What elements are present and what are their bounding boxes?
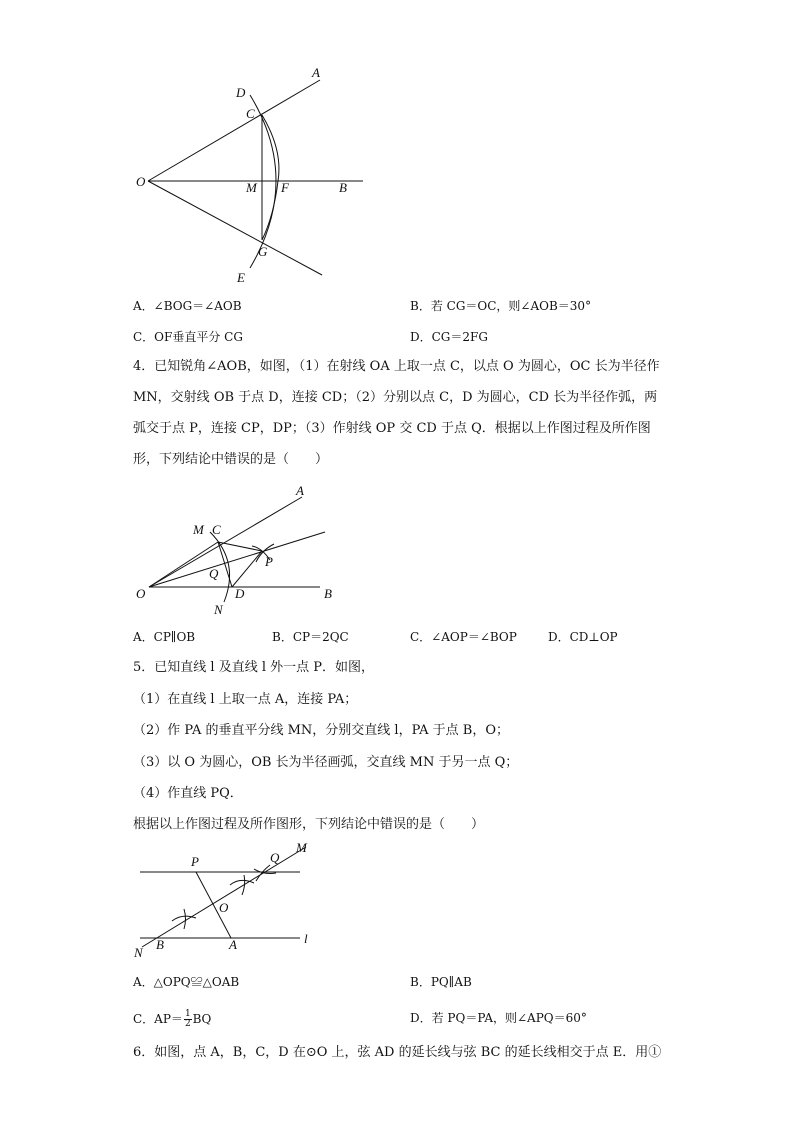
label-O: O [136, 174, 146, 189]
q4-option-a: A．CP∥OB [133, 630, 196, 644]
q4-figure [0, 480, 794, 630]
label-D: D [235, 586, 245, 601]
label-A: A [296, 483, 304, 498]
q5-option-c-suffix: BQ [192, 1012, 212, 1026]
label-N: N [134, 945, 143, 960]
ray-op [149, 532, 325, 587]
label-M: M [193, 522, 204, 537]
q5-option-a: A．△OPQ≌△OAB [133, 975, 240, 989]
q5-line-6: 根据以上作图过程及所作图形，下列结论中错误的是（ ） [133, 817, 485, 832]
label-F: F [281, 180, 289, 195]
q4-option-c: C．∠AOP＝∠BOP [410, 630, 517, 644]
q4-option-b: B．CP＝2QC [272, 630, 349, 644]
fraction-denominator: 2 [184, 1019, 191, 1029]
fraction-one-half [184, 1010, 192, 1029]
label-M: M [246, 180, 257, 195]
q5-option-c [133, 1010, 211, 1029]
label-B: B [324, 586, 332, 601]
ray-oa [148, 80, 320, 181]
q3-option-b: B．若 CG＝OC，则∠AOB＝30° [410, 299, 592, 313]
label-N: N [214, 602, 223, 617]
q4-line-4: 形，下列结论中错误的是（ ） [133, 452, 329, 467]
label-G: G [258, 244, 268, 259]
label-E: E [237, 270, 245, 285]
ray-oe [148, 181, 322, 275]
q5-option-b: B．PQ∥AB [410, 975, 472, 989]
label-C: C [212, 522, 221, 537]
q4-line-3: 弧交于点 P，连接 CP，DP；（3）作射线 OP 交 CD 于点 Q．根据以上作图过程及所作图 [133, 421, 651, 436]
label-M: M [296, 840, 307, 855]
label-P: P [191, 854, 199, 869]
ray-oa [149, 497, 302, 587]
q3-option-d: D．CG＝2FG [410, 330, 488, 344]
label-l: l [304, 931, 308, 946]
label-A: A [312, 65, 320, 80]
fraction-numerator: 1 [184, 1009, 191, 1019]
label-O: O [136, 586, 146, 601]
q4-line-1: 4．已知锐角∠AOB，如图，（1）在射线 OA 上取一点 C，以点 O 为圆心，OC 长为半径作 [133, 359, 660, 374]
line-mn [142, 847, 306, 947]
q5-option-c-prefix: C．AP＝ [133, 1012, 183, 1026]
segment-oc [149, 542, 218, 587]
q5-figure [0, 835, 794, 960]
q4-option-d: D．CD⊥OP [548, 630, 618, 644]
arc-mark-2 [184, 909, 186, 929]
q5-line-5: （4）作直线 PQ． [133, 786, 243, 801]
label-Q: Q [209, 566, 219, 581]
label-C: C [246, 106, 255, 121]
q4-line-2: MN，交射线 OB 于点 D，连接 CD；（2）分别以点 C，D 为圆心，CD 长为半径作弧，两 [133, 390, 658, 405]
label-B: B [156, 937, 164, 952]
q5-option-d: D．若 PQ＝PA，则∠APQ＝60° [410, 1011, 587, 1025]
arc-mark-1 [172, 916, 196, 921]
q5-line-4: （3）以 O 为圆心，OB 长为半径画弧，交直线 MN 于另一点 Q； [133, 755, 519, 770]
q5-line-2: （1）在直线 l 上取一点 A，连接 PA； [133, 692, 358, 707]
label-O: O [219, 900, 229, 915]
q3-option-a: A．∠BOG＝∠AOB [133, 299, 242, 313]
label-P: P [265, 554, 273, 569]
label-B: B [339, 180, 347, 195]
q5-line-3: （2）作 PA 的垂直平分线 MN，分别交直线 l，PA 于点 B，O； [133, 723, 510, 738]
q6-line-1: 6．如图，点 A，B，C，D 在⊙O 上，弦 AD 的延长线与弦 BC 的延长线相交于点 E．用① [133, 1045, 662, 1060]
q3-figure [0, 0, 794, 300]
label-D: D [236, 85, 246, 100]
q3-option-c: C．OF垂直平分 CG [133, 330, 243, 344]
label-Q: Q [270, 850, 280, 865]
q5-line-1: 5．已知直线 l 及直线 l 外一点 P．如图， [133, 660, 374, 675]
label-A: A [229, 937, 237, 952]
